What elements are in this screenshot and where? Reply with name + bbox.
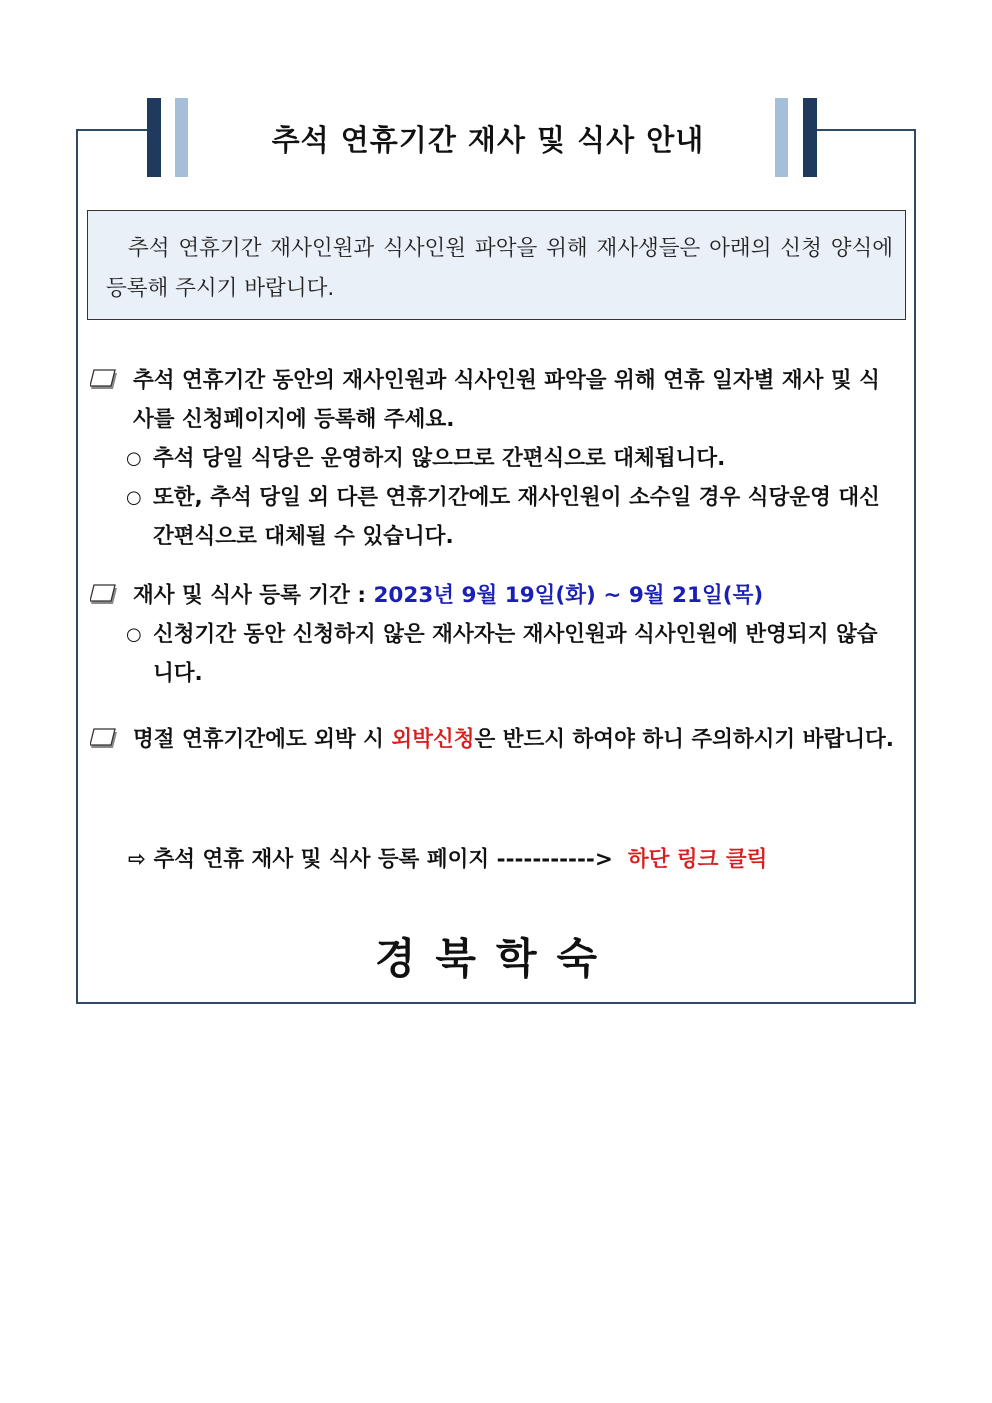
page-title: 추석 연휴기간 재사 및 식사 안내: [271, 123, 705, 157]
circle-bullet: ○: [126, 487, 142, 508]
section-period-main: [88, 576, 894, 615]
section-registration-sub1: [88, 439, 894, 478]
link-click-text[interactable]: 하단 링크 클릭: [627, 847, 768, 872]
period-sub1-text: 신청기간 동안 신청하지 않은 재사자는 재사인원과 식사인원에 반영되지 않습니다.: [153, 622, 878, 686]
sub2-text: 또한, 추석 당일 외 다른 연휴기간에도 재사인원이 소수일 경우 식당운영 대신 간편식으로 대체될 수 있습니다.: [153, 485, 880, 549]
section-registration-main: [88, 361, 894, 439]
title-bar-right-light: [775, 98, 788, 177]
title-bar-right-dark: [803, 98, 817, 177]
section-registration-text: 추석 연휴기간 동안의 재사인원과 식사인원 파악을 위해 연휴 일자별 재사 및 식사를 신청페이지에 등록해 주세요.: [133, 368, 880, 432]
registration-link-line: [128, 842, 767, 873]
sub1-text: 추석 당일 식당은 운영하지 않으므로 간편식으로 대체됩니다.: [153, 446, 726, 471]
section-period: [88, 576, 894, 693]
section-overnight: [88, 720, 894, 759]
notice-box: [87, 210, 906, 320]
section-overnight-main: [88, 720, 894, 759]
section-overnight-text: 명절 연휴기간에도 외박 시 외박신청은 반드시 하여야 하니 주의하시기 바랍니다.: [133, 727, 894, 752]
circle-bullet: ○: [126, 448, 142, 469]
checkbox-bullet-icon: [90, 728, 116, 748]
period-label: 재사 및 식사 등록 기간 :: [133, 583, 374, 608]
footer-org: 경북학숙: [374, 934, 618, 983]
section-registration-sub2: [88, 478, 894, 556]
overnight-highlight: 외박신청: [391, 727, 475, 752]
period-dates: 2023년 9월 19일(화) ~ 9월 21일(목): [373, 583, 764, 608]
notice-text: 추석 연휴기간 재사인원과 식사인원 파악을 위해 재사생들은 아래의 신청 양식에 등록해 주시기 바랍니다.: [106, 236, 893, 301]
section-period-text: [88, 576, 894, 615]
circle-bullet: ○: [126, 624, 142, 645]
title-bar-left-dark: [147, 98, 161, 177]
section-registration: [88, 361, 894, 556]
checkbox-bullet-icon: [90, 584, 116, 604]
link-prefix: ⇨ 추석 연휴 재사 및 식사 등록 페이지 ----------->: [128, 847, 628, 872]
checkbox-bullet-icon: [90, 369, 116, 389]
title-bar-left-light: [175, 98, 188, 177]
section-period-sub1: [88, 615, 894, 693]
